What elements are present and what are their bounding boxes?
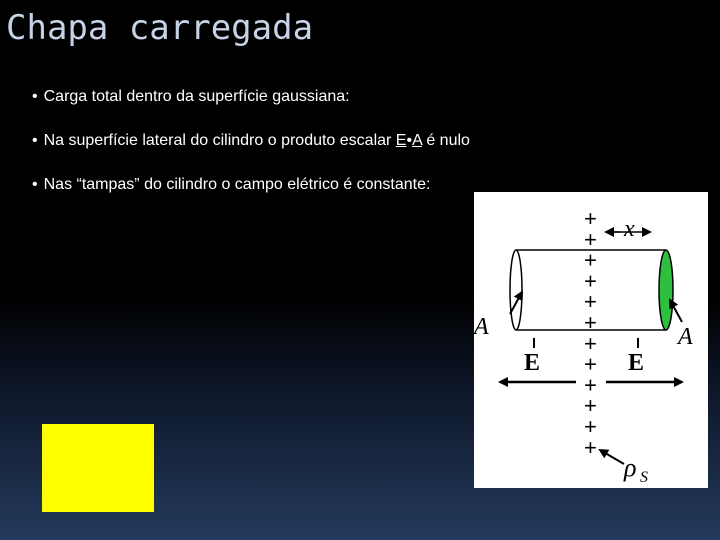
label-rho: ρ <box>624 453 637 482</box>
plus-sign: + <box>584 289 597 315</box>
left-cap <box>510 250 522 330</box>
bullet-text-end: é nulo <box>421 132 470 149</box>
plus-sign: + <box>584 393 597 419</box>
bullet-dot: • <box>32 88 38 105</box>
plus-sign: + <box>584 226 597 252</box>
vector-e-text: E <box>395 132 407 149</box>
label-x: x <box>624 216 635 242</box>
label-a-right: A <box>678 324 693 350</box>
right-cap <box>659 250 673 330</box>
plus-sign: + <box>584 330 597 356</box>
charged-plate-diagram <box>474 192 708 488</box>
plus-sign: + <box>584 268 597 294</box>
plus-sign: + <box>584 310 597 335</box>
plus-sign: + <box>584 414 597 439</box>
bullet-text: Nas “tampas” do cilindro o campo elétrico é constante: <box>43 176 431 193</box>
label-e-right: E <box>628 350 645 376</box>
dot-operator: • <box>406 132 413 149</box>
label-rho-sub: S <box>640 469 648 486</box>
bullet-text: Carga total dentro da superfície gaussiana: <box>43 88 350 105</box>
bullet-text: Na superfície lateral do cilindro o produto escalar <box>43 132 396 149</box>
bullet-dot: • <box>32 176 38 193</box>
page-title: Chapa carregada <box>6 8 314 48</box>
plus-sign: + <box>584 372 597 398</box>
vector-a-text: A <box>412 132 422 149</box>
label-e-left: E <box>524 350 541 376</box>
bullet-item <box>32 132 470 150</box>
bullet-item <box>32 176 430 194</box>
plus-sign: + <box>584 351 597 377</box>
label-a-left: A <box>474 314 489 340</box>
rho-arrow <box>600 450 624 464</box>
plus-sign: + <box>584 434 597 460</box>
highlight-box <box>42 424 154 512</box>
plus-sign: + <box>584 206 597 231</box>
plus-sign: + <box>584 247 597 273</box>
bullet-item <box>32 88 350 106</box>
plus-sign-column <box>584 206 597 460</box>
diagram-svg <box>474 192 708 488</box>
bullet-dot: • <box>32 132 38 149</box>
